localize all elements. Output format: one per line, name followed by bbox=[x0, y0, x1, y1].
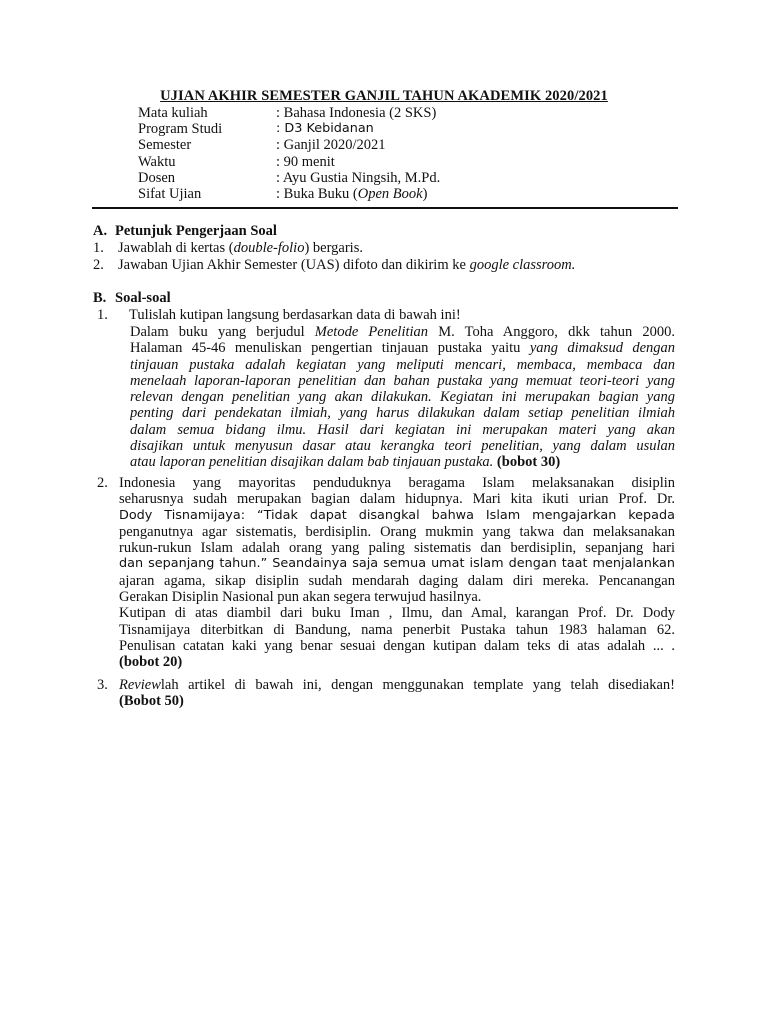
section-a-item-1 bbox=[118, 240, 363, 257]
weight-label: (bobot 30) bbox=[493, 454, 561, 471]
text-span-italic: Review bbox=[119, 677, 161, 693]
text-line: menelaah laporan-laporan penelitian dan bahan pustaka yang memuat teori-teori yang bbox=[130, 372, 675, 389]
text-line: Kutipan di atas diambil dari buku Iman , Ilmu, dan Amal, karangan Prof. Dr. Dody bbox=[119, 605, 675, 622]
text-span: M. Toha Anggoro, dkk tahun 2000. bbox=[428, 324, 675, 340]
text-line: ajaran agama, sikap disiplin sudah mendarah daging dalam diri mereka. Pencanangan bbox=[119, 572, 675, 589]
section-a-item-2 bbox=[118, 257, 575, 274]
info-row-program bbox=[138, 121, 440, 137]
item-text: ) bergaris. bbox=[304, 240, 363, 256]
item-text: Jawaban Ujian Akhir Semester (UAS) difoto dan dikirim ke bbox=[118, 257, 470, 273]
question-3-number: 3. bbox=[97, 677, 108, 693]
text-line bbox=[130, 324, 675, 340]
info-value: : Ganjil 2020/2021 bbox=[276, 137, 386, 154]
section-a-letter: A. bbox=[93, 223, 108, 239]
text-line: disajikan untuk menyusun dasar atau kerangka teori penelitian, yang dalam usulan bbox=[130, 438, 675, 455]
item-text-italic: google classroom. bbox=[469, 257, 576, 273]
info-key: Semester bbox=[138, 137, 192, 154]
info-key: Program Studi bbox=[138, 121, 223, 138]
info-value: : Bahasa Indonesia (2 SKS) bbox=[276, 105, 437, 121]
text-line: seharusnya sudah merupakan bagian dalam hidupnya. Mari kita ikuti urian Prof. Dr. bbox=[119, 491, 675, 508]
weight-label: (bobot 20) bbox=[119, 654, 183, 671]
text-span-italic: yang dimaksud dengan bbox=[529, 340, 675, 357]
text-line bbox=[130, 454, 675, 470]
question-1-instruction: Tulislah kutipan langsung berdasarkan data di bawah ini! bbox=[129, 307, 461, 323]
section-a-item-number: 2. bbox=[93, 257, 104, 273]
info-value-post: ) bbox=[422, 186, 428, 203]
text-line bbox=[119, 693, 675, 709]
text-line: Dody Tisnamijaya: “Tidak dapat disangkal bahwa Islam mengajarkan kepada bbox=[119, 507, 675, 523]
question-3-text bbox=[119, 677, 675, 710]
section-a-title: Petunjuk Pengerjaan Soal bbox=[115, 223, 277, 239]
info-value-pre: : Buka Buku ( bbox=[276, 186, 358, 203]
text-line: penganutnya agar sistematis, berdisiplin. Orang mukmin yang takwa dan melaksanakan bbox=[119, 523, 675, 540]
info-value: : Ayu Gustia Ningsih, M.Pd. bbox=[276, 169, 441, 186]
info-key: Dosen bbox=[138, 169, 176, 186]
info-value bbox=[276, 186, 427, 202]
info-value: : 90 menit bbox=[276, 153, 335, 170]
info-row-semester bbox=[138, 137, 440, 153]
question-2-text bbox=[119, 475, 675, 671]
text-span-italic: Metode Penelitian bbox=[314, 324, 429, 340]
info-value-italic: Open Book bbox=[357, 186, 423, 203]
text-span: Dalam buku yang berjudul bbox=[130, 324, 315, 340]
info-row-course bbox=[138, 105, 440, 121]
text-line: tinjauan pustaka adalah kegiatan yang meliputi mencari, membaca, membaca dan bbox=[130, 356, 675, 373]
text-line bbox=[119, 677, 675, 693]
text-line bbox=[119, 654, 675, 670]
info-row-time bbox=[138, 154, 440, 170]
text-line: Tisnamijaya diterbitkan di Bandung, nama penerbit Pustaka tahun 1983 halaman 62. bbox=[119, 621, 675, 638]
text-line bbox=[130, 340, 675, 356]
info-row-exam-type bbox=[138, 186, 440, 202]
text-line: dalam semua bidang ilmu. Hasil dari kegiatan ini merupakan materi yang akan bbox=[130, 421, 675, 438]
text-line: rukun-rukun Islam adalah orang yang paling sistematis dan berdisiplin, sepanjang hari bbox=[119, 540, 675, 557]
section-b-letter: B. bbox=[93, 290, 107, 306]
info-key: Sifat Ujian bbox=[138, 186, 202, 203]
info-key: Waktu bbox=[138, 153, 176, 170]
text-line: Penulisan catatan kaki yang benar sesuai dengan kutipan dalam teks di atas adalah ... . bbox=[119, 637, 675, 654]
item-text: Jawablah di kertas ( bbox=[118, 240, 234, 256]
header-divider bbox=[92, 207, 678, 209]
question-1-number: 1. bbox=[97, 307, 108, 323]
exam-title: UJIAN AKHIR SEMESTER GANJIL TAHUN AKADEMIK 2020/2021 bbox=[160, 88, 608, 104]
text-line: penting dari pendekatan ilmiah, yang harus dilakukan dalam setiap penelitian ilmiah bbox=[130, 405, 675, 422]
text-span: lah artikel di bawah ini, dengan menggunakan template yang telah disediakan! bbox=[160, 677, 675, 693]
info-value: : D3 Kebidanan bbox=[276, 121, 374, 137]
text-line: Indonesia yang mayoritas penduduknya beragama Islam melaksanakan disiplin bbox=[119, 475, 675, 491]
text-line: dan sepanjang tahun.” Seandainya saja semua umat islam dengan taat menjalankan bbox=[119, 556, 675, 572]
text-line: relevan dengan penelitian yang akan dilakukan. Kegiatan ini merupakan bagian yang bbox=[130, 389, 675, 406]
info-key: Mata kuliah bbox=[138, 105, 208, 121]
section-b-heading bbox=[93, 290, 171, 307]
text-span: Halaman 45-46 menuliskan pengertian tinjauan pustaka yaitu bbox=[130, 340, 530, 357]
text-line: Gerakan Disiplin Nasional pun akan segera terwujud hasilnya. bbox=[119, 589, 482, 606]
item-text-italic: double-folio bbox=[233, 240, 305, 256]
info-row-lecturer bbox=[138, 170, 440, 186]
exam-info-table bbox=[138, 105, 440, 202]
text-span-italic: atau laporan penelitian disajikan dalam bab tinjauan pustaka. bbox=[130, 454, 494, 471]
question-1-text bbox=[130, 324, 675, 471]
question-2-number: 2. bbox=[97, 475, 108, 491]
weight-label: (Bobot 50) bbox=[119, 693, 184, 710]
section-b-title: Soal-soal bbox=[115, 290, 171, 306]
section-a-heading bbox=[93, 223, 277, 240]
section-a-item-number: 1. bbox=[93, 240, 104, 256]
